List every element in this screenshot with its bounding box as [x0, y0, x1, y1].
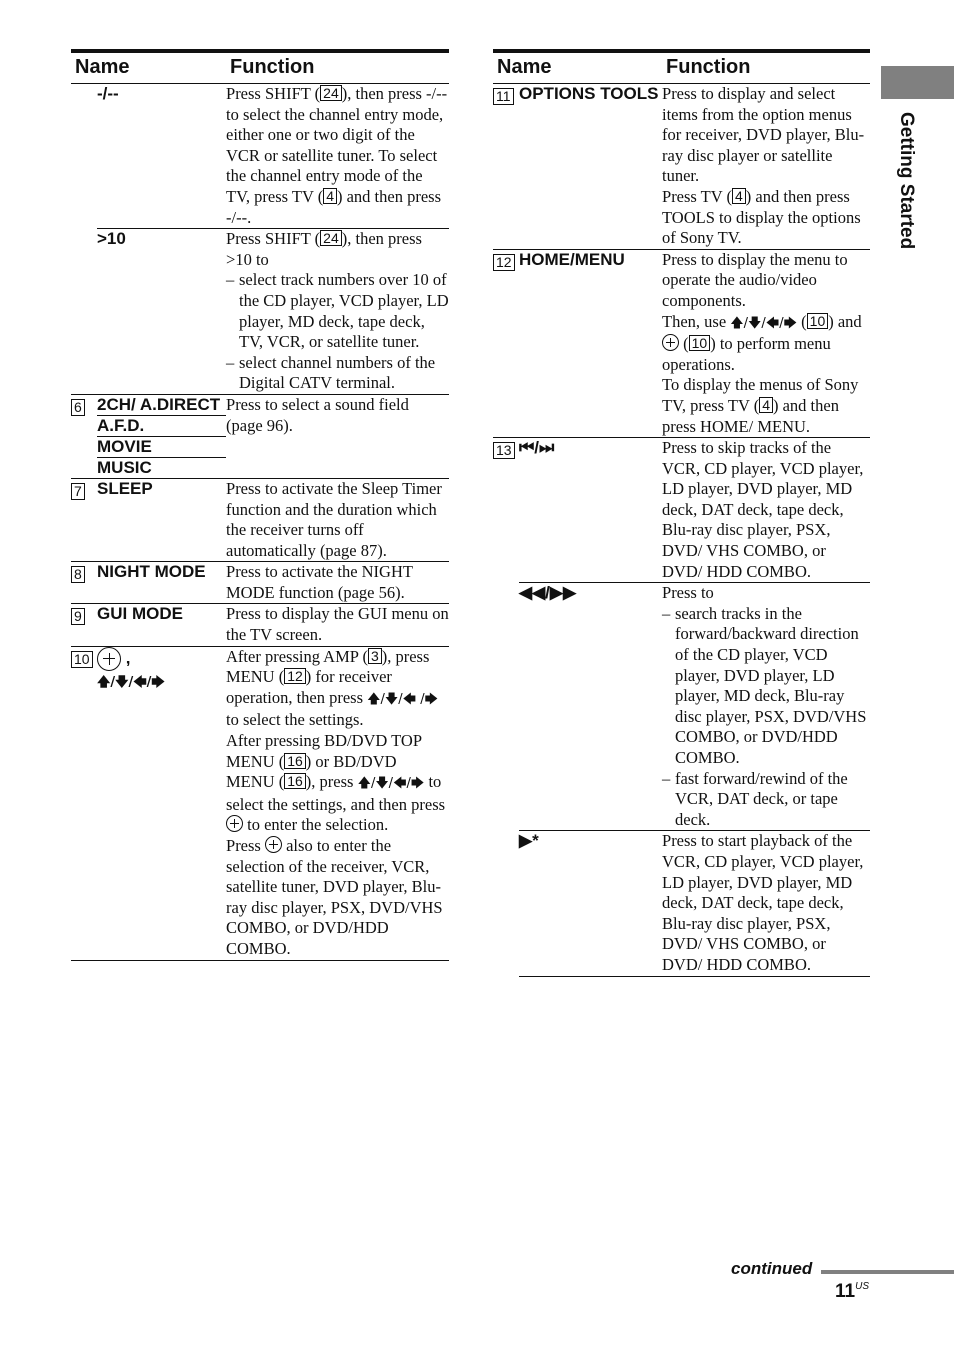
table-row — [493, 583, 870, 831]
key-number: 4 — [323, 188, 337, 204]
key-number: 12 — [284, 668, 306, 684]
row-name: GUI MODE — [97, 604, 226, 646]
table-row — [493, 438, 870, 583]
key-number: 24 — [320, 230, 342, 246]
enter-icon — [97, 647, 121, 671]
row-function: Press SHIFT ( 24 ), then press -/-- to select the channel entry mode, either one or two digit of the VCR or satellite tuner. To select the channel entry mode of the TV, press TV ( 4 ) and then press -/--. — [226, 84, 448, 227]
item-number: 8 — [71, 566, 85, 583]
arrow-keys-icon: 🡅/🡇/🡄 /🡆 — [367, 691, 439, 707]
row-name: , 🡅/🡇/🡄/🡆 — [97, 646, 226, 960]
item-number: 7 — [71, 483, 85, 500]
key-number: 4 — [759, 397, 773, 413]
right-table-column — [493, 49, 870, 977]
arrow-keys-icon: 🡅/🡇/🡄/🡆 — [730, 315, 798, 331]
table-row — [71, 562, 449, 604]
bullet-item: select channel numbers of the Digital CATV terminal. — [239, 352, 436, 393]
table-row — [71, 604, 449, 646]
item-number: 10 — [71, 651, 93, 668]
row-name: 2CH/ A.DIRECT — [97, 394, 226, 415]
row-name: >10 — [97, 229, 226, 395]
table-row — [493, 84, 870, 250]
key-number: 16 — [284, 753, 306, 769]
row-function: Press to skip tracks of the VCR, CD player, VCD player, LD player, DVD player, MD deck, DAT deck, tape deck, Blu-ray disc player, PSX, DVD/ VHS COMBO, or DVD/ HDD COMBO. — [662, 438, 870, 583]
row-name: HOME/MENU — [519, 249, 662, 437]
row-function: Press to activate the Sleep Timer function and the duration which the receiver turns off automatically (page 87). — [226, 478, 449, 561]
rewind-fast-forward-icon: ◀◀/▶▶ — [519, 583, 662, 831]
enter-icon — [662, 334, 679, 351]
item-number: 6 — [71, 399, 85, 416]
row-name: SLEEP — [97, 478, 226, 561]
arrow-keys-icon: 🡅/🡇/🡄/🡆 — [357, 776, 425, 792]
arrow-keys-icon: 🡅/🡇/🡄/🡆 — [97, 674, 165, 690]
row-function: Press to start playback of the VCR, CD player, VCD player, LD player, DVD player, MD deck, DAT deck, tape deck, Blu-ray disc player, PSX, DVD/ VHS COMBO, or DVD/ HDD COMBO. — [662, 831, 870, 976]
table-row — [71, 478, 449, 561]
enter-icon — [226, 815, 243, 832]
row-function: Press SHIFT ( 24 ), then press >10 to – select track numbers over 10 of the CD player, VCD player, LD player, MD deck, tape deck, TV, VCR, or satellite tuner. – select channel numbers of the Digital CATV terminal. — [226, 229, 449, 395]
row-name: OPTIONS TOOLS — [519, 84, 659, 103]
row-function: Press to select a sound field (page 96). — [226, 394, 449, 478]
row-function: After pressing AMP ( 3 ), press MENU ( 12 ) for receiver operation, then press 🡅/🡇/🡄 /🡆 to select the settings. After pressing BD/DVD TOP MENU ( 16 ) or BD/DVD MENU ( 16 ), press 🡅/🡇/🡄/🡆 to select the settings, and then press to enter the selection. Press also to enter the selection of the receiver, VCR, satellite tuner, DVD player, Blu-ray disc player, PSX, DVD/VHS COMBO, or DVD/HDD COMBO. — [226, 646, 449, 960]
item-number: 13 — [493, 442, 515, 459]
row-function: Press to display the GUI menu on the TV screen. — [226, 604, 449, 646]
name-header: Name — [71, 51, 226, 84]
table-row — [71, 646, 449, 960]
item-number: 9 — [71, 608, 85, 625]
left-table-column — [71, 49, 449, 961]
section-label: Getting Started — [896, 112, 917, 250]
function-header: Function — [226, 51, 449, 84]
row-name: MOVIE — [97, 436, 226, 457]
section-tab — [881, 66, 954, 99]
bullet-item: search tracks in the forward/backward direction of the CD player, VCD player, DVD player, LD player, MD deck, Blu-ray disc player, PSX, DVD/VHS COMBO, or DVD/HDD COMBO. — [675, 603, 867, 767]
enter-icon — [265, 836, 282, 853]
row-name: MUSIC — [97, 457, 226, 478]
row-function: Press to – search tracks in the forward/backward direction of the CD player, VCD player, DVD player, LD player, MD deck, Blu-ray disc player, PSX, DVD/VHS COMBO, or DVD/HDD COMBO. – fast forward/rewind of the VCR, DAT deck, or tape deck. — [662, 583, 870, 831]
skip-prev-next-icon: ⏮/⏭ — [519, 438, 662, 583]
key-number: 10 — [689, 335, 711, 351]
key-number: 24 — [320, 85, 342, 101]
function-header: Function — [662, 51, 870, 84]
key-number: 16 — [284, 773, 306, 789]
key-number: 10 — [807, 313, 829, 329]
row-name: -/-- — [97, 84, 119, 103]
continued-label: continued — [731, 1259, 813, 1278]
name-header: Name — [493, 51, 662, 84]
table-row — [493, 249, 870, 437]
row-function: Press to activate the NIGHT MODE function (page 56). — [226, 562, 449, 604]
table-row — [493, 831, 870, 976]
row-function: Press to display the menu to operate the audio/video components. Then, use 🡅/🡇/🡄/🡆 ( 10 ) and ( 10 ) to perform menu operations. To display the menus of Sony TV, press TV ( 4 ) and then press HOME/ MENU. — [662, 249, 870, 437]
left-table — [71, 49, 449, 961]
table-row — [71, 229, 449, 395]
row-name: NIGHT MODE — [97, 562, 226, 604]
continued-bar — [821, 1270, 954, 1274]
table-row — [71, 84, 449, 229]
right-table — [493, 49, 870, 977]
page-number: $11^{US}$ — [835, 1281, 869, 1302]
key-number: 4 — [732, 188, 746, 204]
bullet-item: fast forward/rewind of the VCR, DAT deck, or tape deck. — [675, 768, 848, 829]
bullet-item: select track numbers over 10 of the CD player, VCD player, LD player, MD deck, tape deck, TV, VCR, or satellite tuner. — [239, 270, 449, 352]
play-icon: ▶* — [519, 831, 662, 976]
item-number: 12 — [493, 254, 515, 271]
row-function: Press to display and select items from the option menus for receiver, DVD player, Blu-ray disc player or satellite tuner. Press TV ( 4 ) and then press TOOLS to display the options of Sony TV. — [662, 84, 865, 248]
table-row — [71, 394, 449, 415]
row-name: A.F.D. — [97, 415, 226, 436]
item-number: 11 — [493, 88, 514, 105]
key-number: 3 — [368, 648, 382, 664]
